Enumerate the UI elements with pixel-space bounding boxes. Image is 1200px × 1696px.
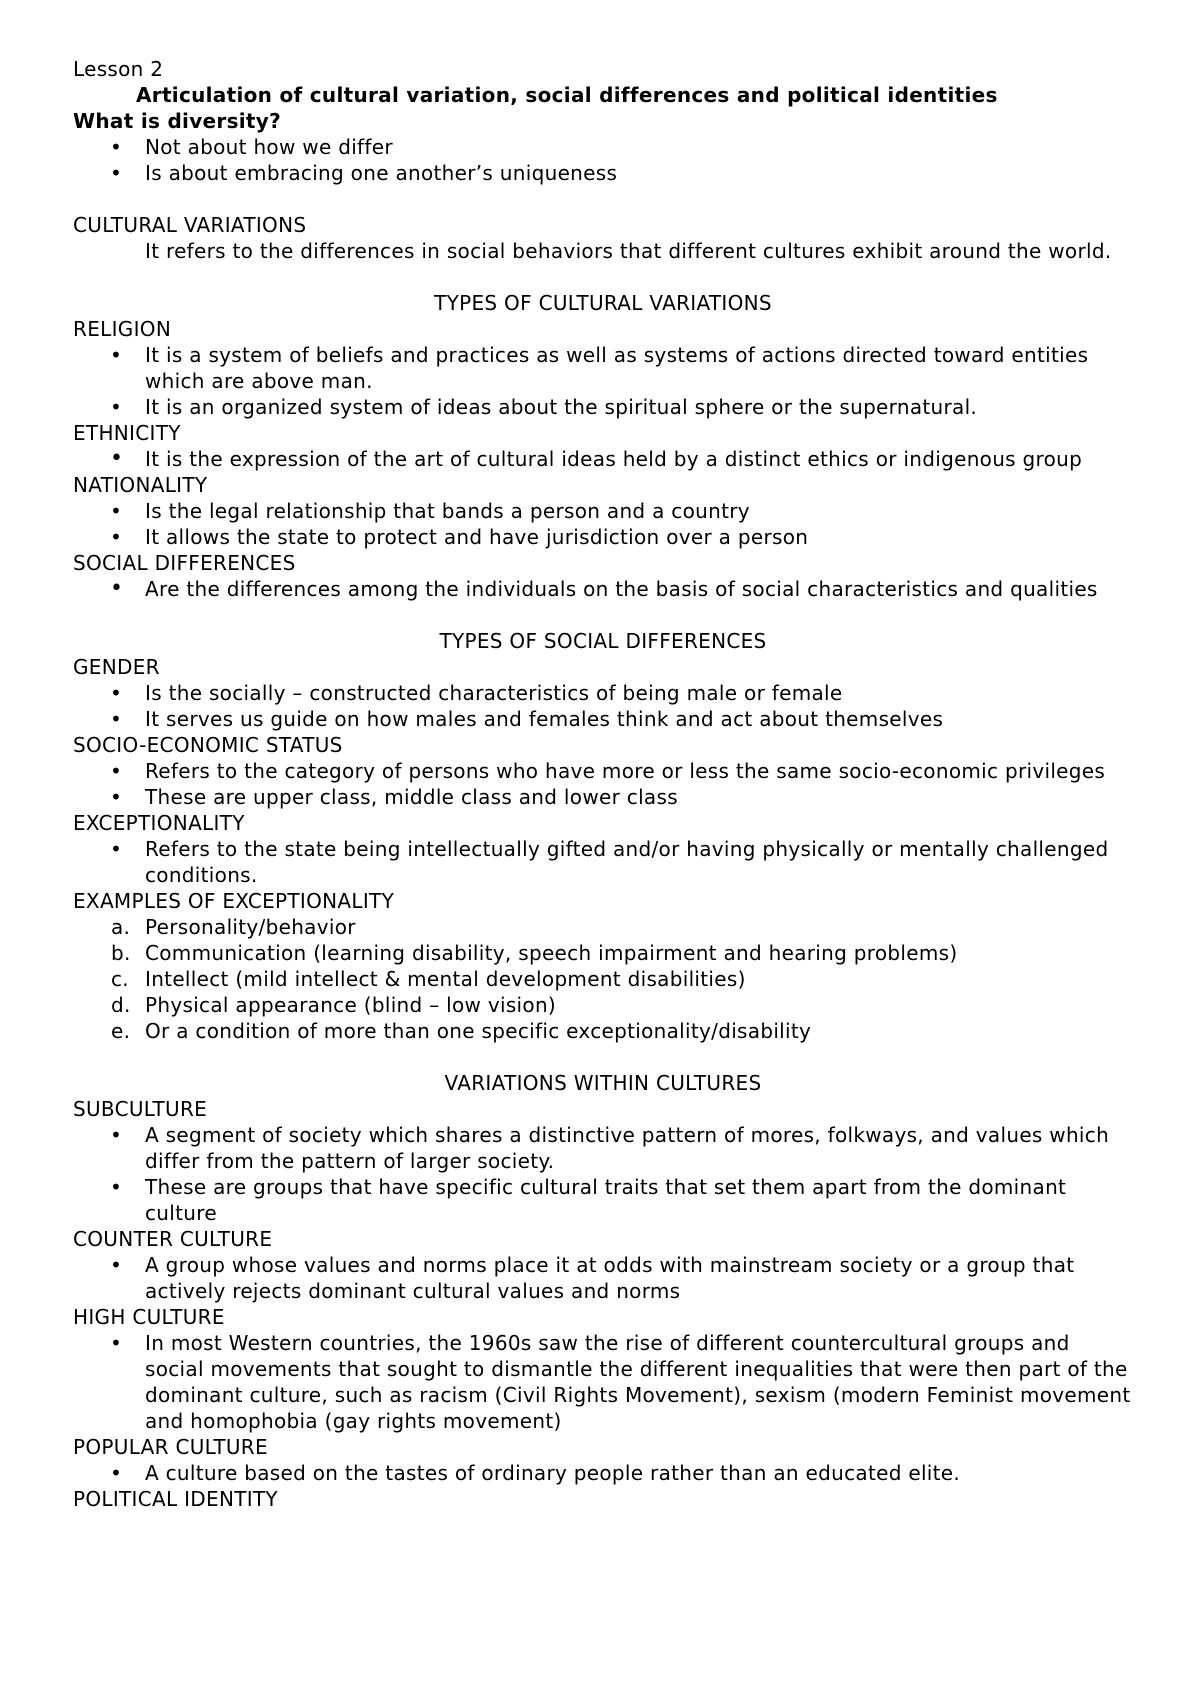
list-item: • It is a system of beliefs and practices as well as systems of actions directed toward entities which are above man. — [110, 343, 1089, 393]
bullet-icon: • — [110, 499, 123, 523]
high-culture-heading: HIGH CULTURE — [73, 1305, 225, 1329]
counter-culture-heading: COUNTER CULTURE — [73, 1227, 273, 1251]
nationality-heading: NATIONALITY — [73, 473, 208, 497]
political-identity-heading: POLITICAL IDENTITY — [73, 1487, 278, 1511]
types-social-differences-heading: TYPES OF SOCIAL DIFFERENCES — [439, 629, 767, 653]
list-item: • It serves us guide on how males and females think and act about themselves — [110, 707, 944, 731]
gender-heading: GENDER — [73, 655, 160, 679]
list-item: • In most Western countries, the 1960s saw the rise of different countercultural groups and social movements that sought to dismantle the different inequalities that were then part of the dominant culture, such as racism (Civil Rights Movement), sexism (modern Feminist movement and homophobia (gay rights movement) — [110, 1331, 1131, 1433]
exceptionality-list — [73, 836, 1133, 888]
exceptionality-heading: EXCEPTIONALITY — [73, 811, 245, 835]
religion-list — [73, 342, 1133, 420]
bullet-icon: • — [110, 707, 123, 731]
diversity-question: What is diversity? — [73, 109, 282, 133]
list-item: • Is about embracing one another’s uniqueness — [110, 161, 618, 185]
ethnicity-list — [73, 446, 1133, 472]
list-item: • Not about how we differ — [110, 135, 393, 159]
bullet-icon: • — [110, 1175, 123, 1199]
list-item: • It is the expression of the art of cultural ideas held by a distinct ethics or indigenous group — [110, 446, 1083, 471]
list-item: • Refers to the category of persons who have more or less the same socio-economic privileges — [110, 759, 1106, 783]
bullet-icon: • — [110, 759, 123, 783]
bullet-icon: • — [110, 446, 124, 471]
social-differences-heading: SOCIAL DIFFERENCES — [73, 551, 296, 575]
ses-list — [73, 758, 1133, 810]
cultural-variations-definition: It refers to the differences in social behaviors that different cultures exhibit around the world. — [145, 239, 1112, 263]
list-item: d. Physical appearance (blind – low vision) — [111, 993, 557, 1017]
examples-heading: EXAMPLES OF EXCEPTIONALITY — [73, 889, 395, 913]
bullet-icon: • — [110, 135, 123, 159]
list-item: a. Personality/behavior — [111, 915, 356, 939]
document-page — [73, 56, 1133, 1512]
counter-culture-list — [73, 1252, 1133, 1304]
examples-list — [73, 914, 1133, 1044]
bullet-icon: • — [110, 576, 124, 601]
bullet-icon: • — [110, 1331, 123, 1355]
gender-list — [73, 680, 1133, 732]
bullet-icon: • — [110, 395, 123, 419]
bullet-icon: • — [110, 525, 123, 549]
social-differences-list — [73, 576, 1133, 602]
bullet-icon: • — [110, 837, 123, 861]
list-item: c. Intellect (mild intellect & mental development disabilities) — [111, 967, 746, 991]
bullet-icon: • — [110, 1253, 123, 1277]
ethnicity-heading: ETHNICITY — [73, 421, 181, 445]
list-item: • Are the differences among the individuals on the basis of social characteristics and qualities — [110, 576, 1098, 601]
high-culture-list — [73, 1330, 1133, 1434]
popular-culture-list — [73, 1460, 1133, 1486]
list-item: • Is the legal relationship that bands a person and a country — [110, 499, 750, 523]
list-item: • These are groups that have specific cultural traits that set them apart from the dominant culture — [110, 1175, 1067, 1225]
subculture-list — [73, 1122, 1133, 1226]
list-item: • These are upper class, middle class and lower class — [110, 785, 678, 809]
ses-heading: SOCIO-ECONOMIC STATUS — [73, 733, 343, 757]
list-item: • A segment of society which shares a distinctive pattern of mores, folkways, and values which differ from the pattern of larger society. — [110, 1123, 1110, 1173]
list-item: • Is the socially – constructed characteristics of being male or female — [110, 681, 843, 705]
bullet-icon: • — [110, 1461, 123, 1485]
nationality-list — [73, 498, 1133, 550]
bullet-icon: • — [110, 343, 123, 367]
list-item: b. Communication (learning disability, speech impairment and hearing problems) — [111, 941, 958, 965]
types-cultural-variations-heading: TYPES OF CULTURAL VARIATIONS — [434, 291, 772, 315]
list-item: • A culture based on the tastes of ordinary people rather than an educated elite. — [110, 1461, 961, 1485]
variations-within-cultures-heading: VARIATIONS WITHIN CULTURES — [444, 1071, 762, 1095]
cultural-variations-heading: CULTURAL VARIATIONS — [73, 213, 307, 237]
bullet-icon: • — [110, 785, 123, 809]
popular-culture-heading: POPULAR CULTURE — [73, 1435, 268, 1459]
list-item: • A group whose values and norms place it at odds with mainstream society or a group that actively rejects dominant cultural values and norms — [110, 1253, 1075, 1303]
list-item: • It allows the state to protect and have jurisdiction over a person — [110, 525, 809, 549]
lesson-title: Articulation of cultural variation, social differences and political identities — [136, 83, 998, 107]
list-item: e. Or a condition of more than one specific exceptionality/disability — [111, 1019, 812, 1043]
list-item: • It is an organized system of ideas about the spiritual sphere or the supernatural. — [110, 395, 978, 419]
bullet-icon: • — [110, 161, 123, 185]
lesson-label: Lesson 2 — [73, 57, 164, 81]
bullet-icon: • — [110, 1123, 123, 1147]
subculture-heading: SUBCULTURE — [73, 1097, 208, 1121]
religion-heading: RELIGION — [73, 317, 172, 341]
diversity-list — [73, 134, 1133, 186]
bullet-icon: • — [110, 681, 123, 705]
list-item: • Refers to the state being intellectually gifted and/or having physically or mentally challenged conditions. — [110, 837, 1109, 887]
